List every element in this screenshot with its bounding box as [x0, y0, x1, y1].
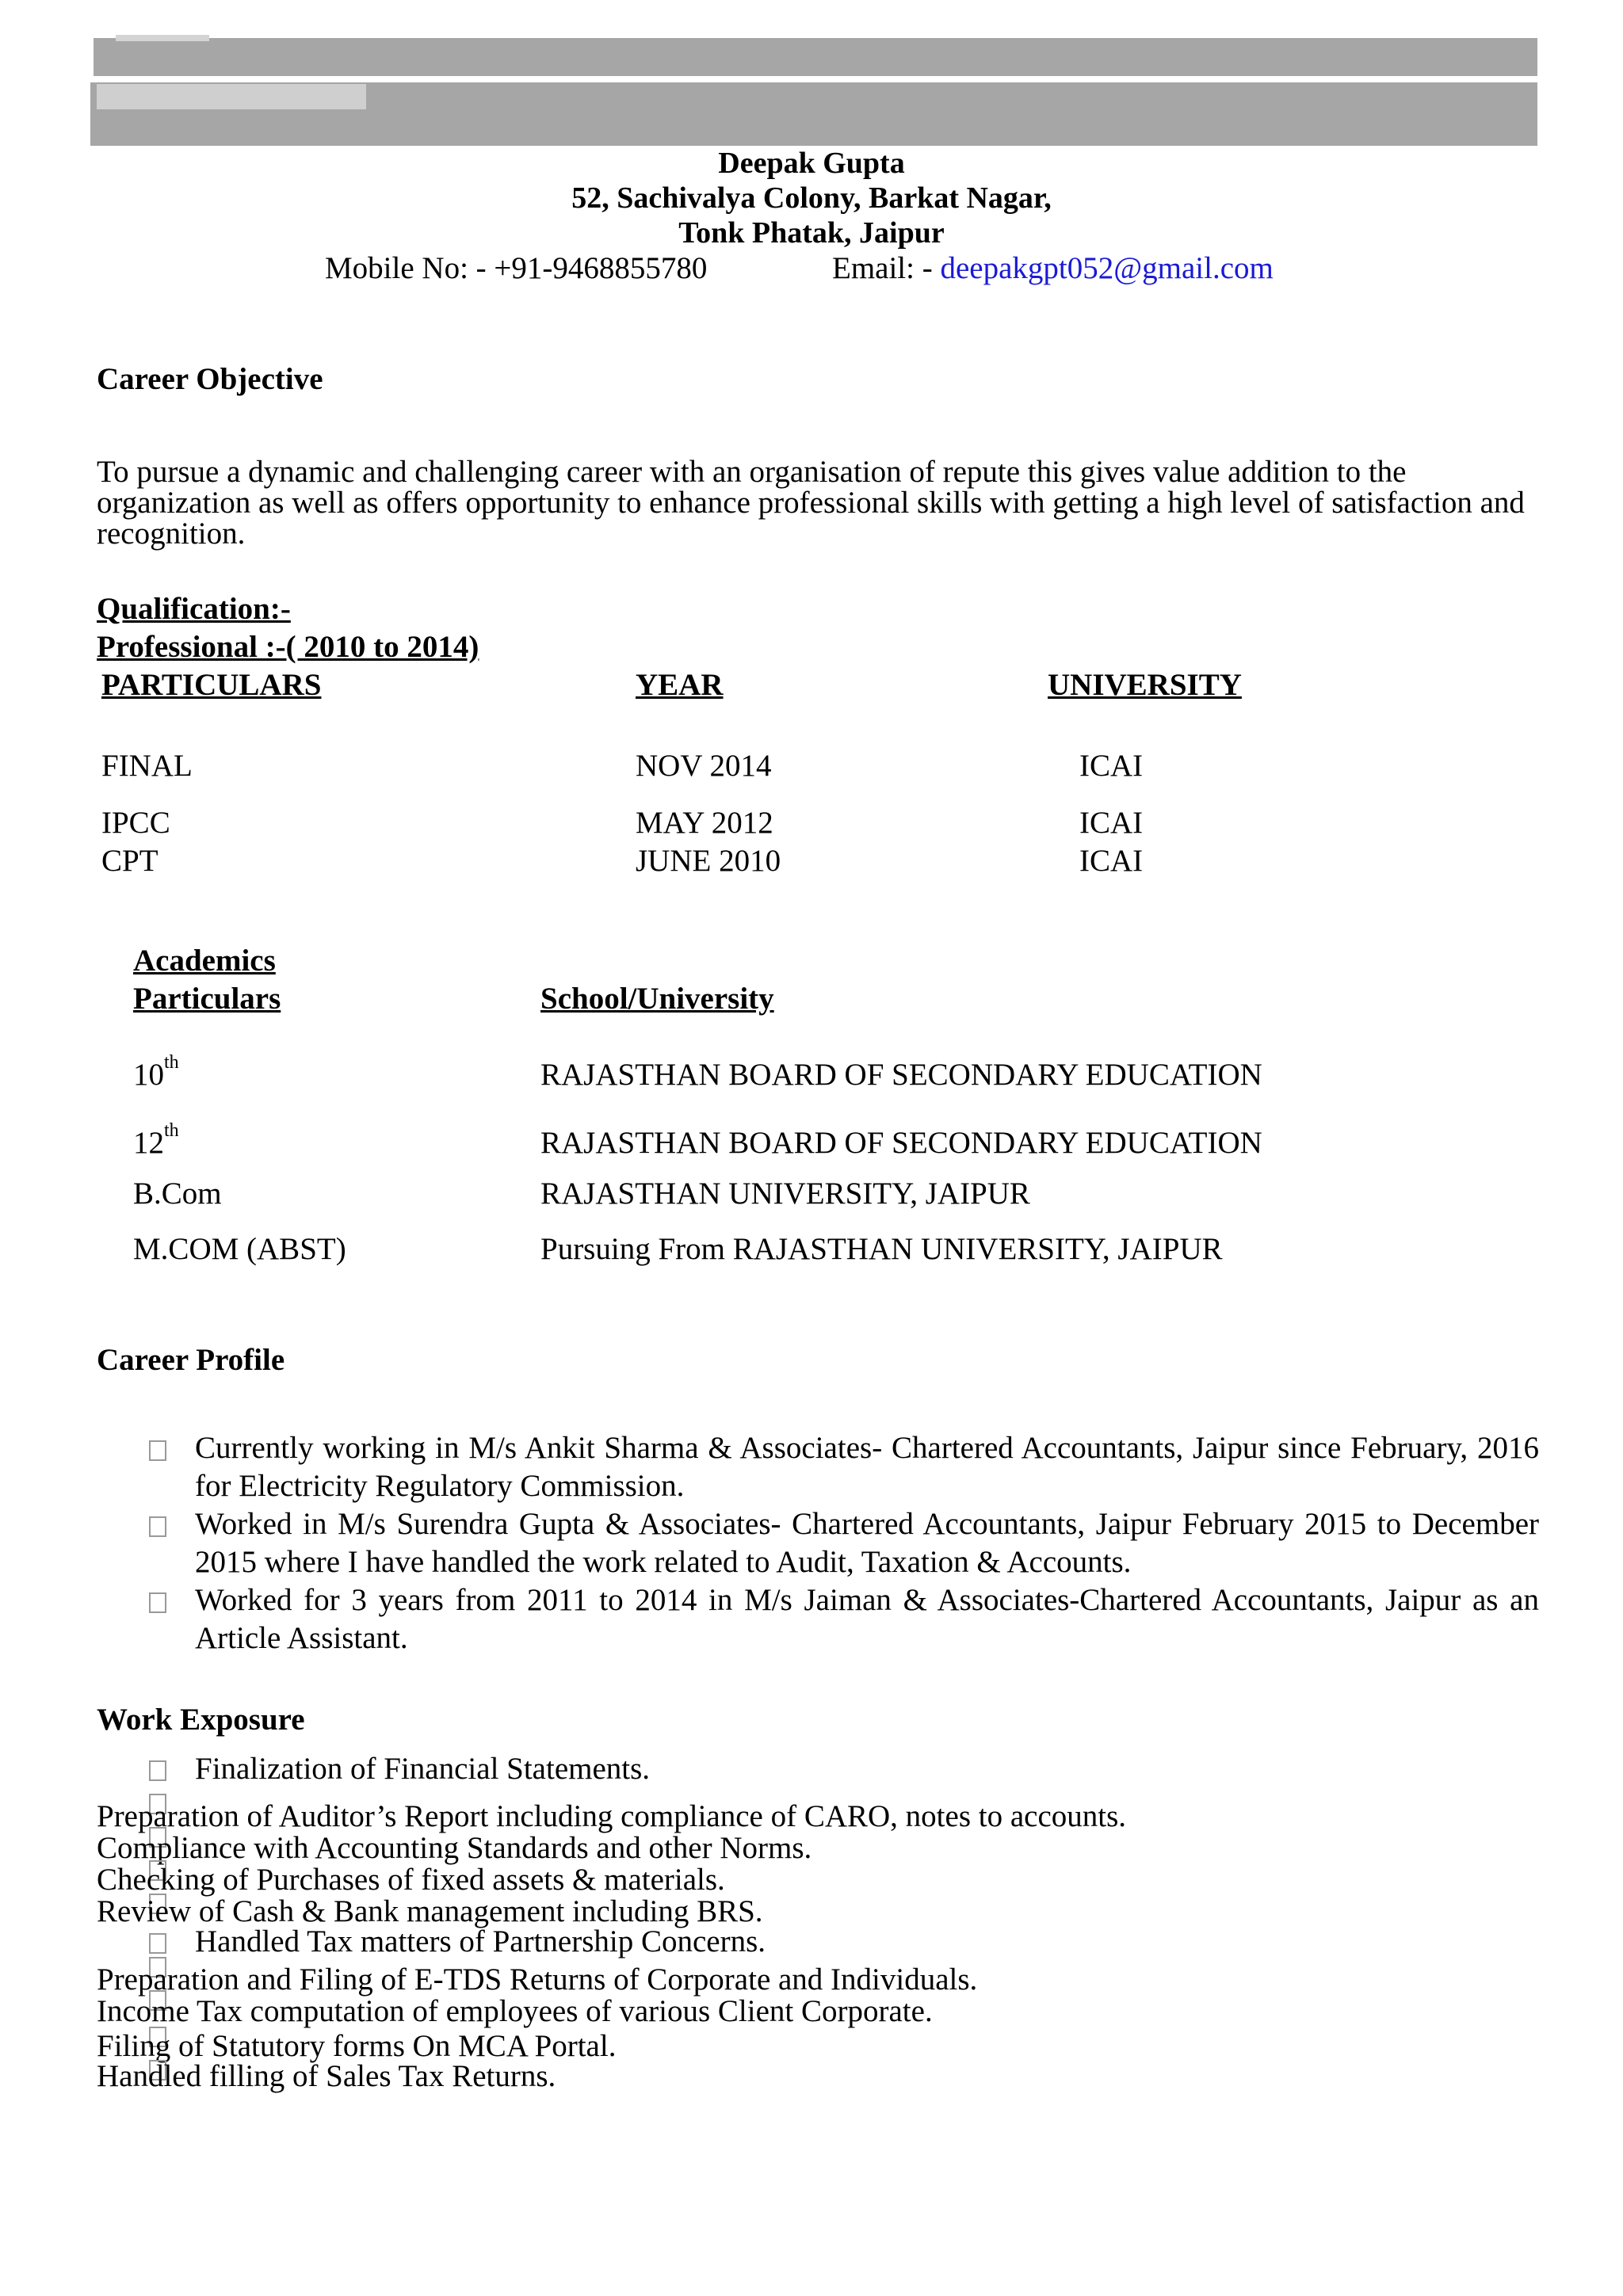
academics-heading: Academics [133, 944, 276, 978]
acad-row-particular: M.COM (ABST) [133, 1232, 346, 1266]
work-exposure-item: Filing of Statutory forms On MCA Portal. [97, 2029, 617, 2063]
acad-row-school: Pursuing From RAJASTHAN UNIVERSITY, JAIPUR [540, 1232, 1223, 1266]
work-exposure-item: Preparation and Filing of E-TDS Returns of Corporate and Individuals. [97, 1962, 978, 1997]
address-line-2: Tonk Phatak, Jaipur [678, 216, 945, 250]
bullet-box-icon [149, 1440, 166, 1461]
work-exposure-item: Finalization of Financial Statements. [195, 1752, 651, 1786]
address-line-1: 52, Sachivalya Colony, Barkat Nagar, [571, 181, 1052, 215]
acad-row-school: RAJASTHAN UNIVERSITY, JAIPUR [540, 1177, 1030, 1211]
col-academics-particulars: Particulars [133, 982, 281, 1016]
col-university: UNIVERSITY [1048, 668, 1242, 702]
bullet-box-icon [149, 1933, 166, 1954]
email-label: Email: - [832, 251, 941, 285]
bullet-box-icon [149, 1516, 166, 1537]
qual-row-year: MAY 2012 [636, 806, 773, 840]
bullet-box-icon [149, 1592, 166, 1613]
work-exposure-item: Preparation of Auditor’s Report including compliance of CARO, notes to accounts. [97, 1799, 1127, 1833]
work-exposure-item: Checking of Purchases of fixed assets & materials. [97, 1863, 725, 1897]
acad-row-school: RAJASTHAN BOARD OF SECONDARY EDUCATION [540, 1126, 1262, 1160]
work-exposure-item: Compliance with Accounting Standards and other Norms. [97, 1831, 812, 1865]
qual-row-university: ICAI [1079, 749, 1144, 783]
header-bar-top [94, 38, 1537, 76]
work-exposure-item: Handled Tax matters of Partnership Concerns. [195, 1924, 766, 1958]
acad-row-particular: 12th [133, 1120, 179, 1160]
work-exposure-heading: Work Exposure [97, 1703, 305, 1737]
qual-row-year: JUNE 2010 [636, 844, 781, 878]
career-objective-text: To pursue a dynamic and challenging career with an organisation of repute this gives value addition to the organization as well as offers opportunity to enhance professional skills with getting a high level of satisfaction and recognition. [97, 455, 1525, 551]
work-exposure-item: Review of Cash & Bank management including BRS. [97, 1894, 763, 1928]
mobile-number: Mobile No: - +91-9468855780 [325, 251, 708, 285]
career-objective-heading: Career Objective [97, 362, 323, 396]
col-year: YEAR [636, 668, 724, 702]
qual-row-particular: IPCC [101, 806, 170, 840]
qual-row-particular: CPT [101, 844, 158, 878]
career-profile-item: Worked for 3 years from 2011 to 2014 in M/s Jaiman & Associates-Chartered Accountants, Jaipur as an Article Assistant. [195, 1583, 1539, 1655]
work-exposure-item: Income Tax computation of employees of various Client Corporate. [97, 1994, 933, 2028]
col-particulars: PARTICULARS [101, 668, 322, 702]
email-block [832, 250, 1274, 286]
qual-row-particular: FINAL [101, 749, 193, 783]
work-exposure-item: Handled filling of Sales Tax Returns. [97, 2059, 556, 2093]
bullet-box-icon [149, 1760, 166, 1781]
career-profile-heading: Career Profile [97, 1343, 285, 1377]
header-bar-highlight [97, 84, 366, 109]
email-link[interactable]: deepakgpt052@gmail.com [940, 251, 1274, 285]
acad-row-particular: 10th [133, 1052, 179, 1092]
qualification-heading: Qualification:- [97, 592, 291, 626]
qual-row-university: ICAI [1079, 844, 1144, 878]
career-profile-item: Currently working in M/s Ankit Sharma & Associates- Chartered Accountants, Jaipur since February, 2016 for Electricity Regulatory Commission. [195, 1431, 1539, 1503]
header-bar-tab [116, 35, 209, 41]
qual-row-university: ICAI [1079, 806, 1144, 840]
professional-heading: Professional :-( 2010 to 2014) [97, 630, 479, 664]
acad-row-school: RAJASTHAN BOARD OF SECONDARY EDUCATION [540, 1058, 1262, 1092]
col-school-university: School/University [540, 982, 774, 1016]
acad-row-particular: B.Com [133, 1177, 222, 1211]
candidate-name: Deepak Gupta [718, 147, 905, 180]
qual-row-year: NOV 2014 [636, 749, 772, 783]
career-profile-item: Worked in M/s Surendra Gupta & Associates- Chartered Accountants, Jaipur February 2015 to December 2015 where I have handled the work related to Audit, Taxation & Accounts. [195, 1507, 1539, 1579]
